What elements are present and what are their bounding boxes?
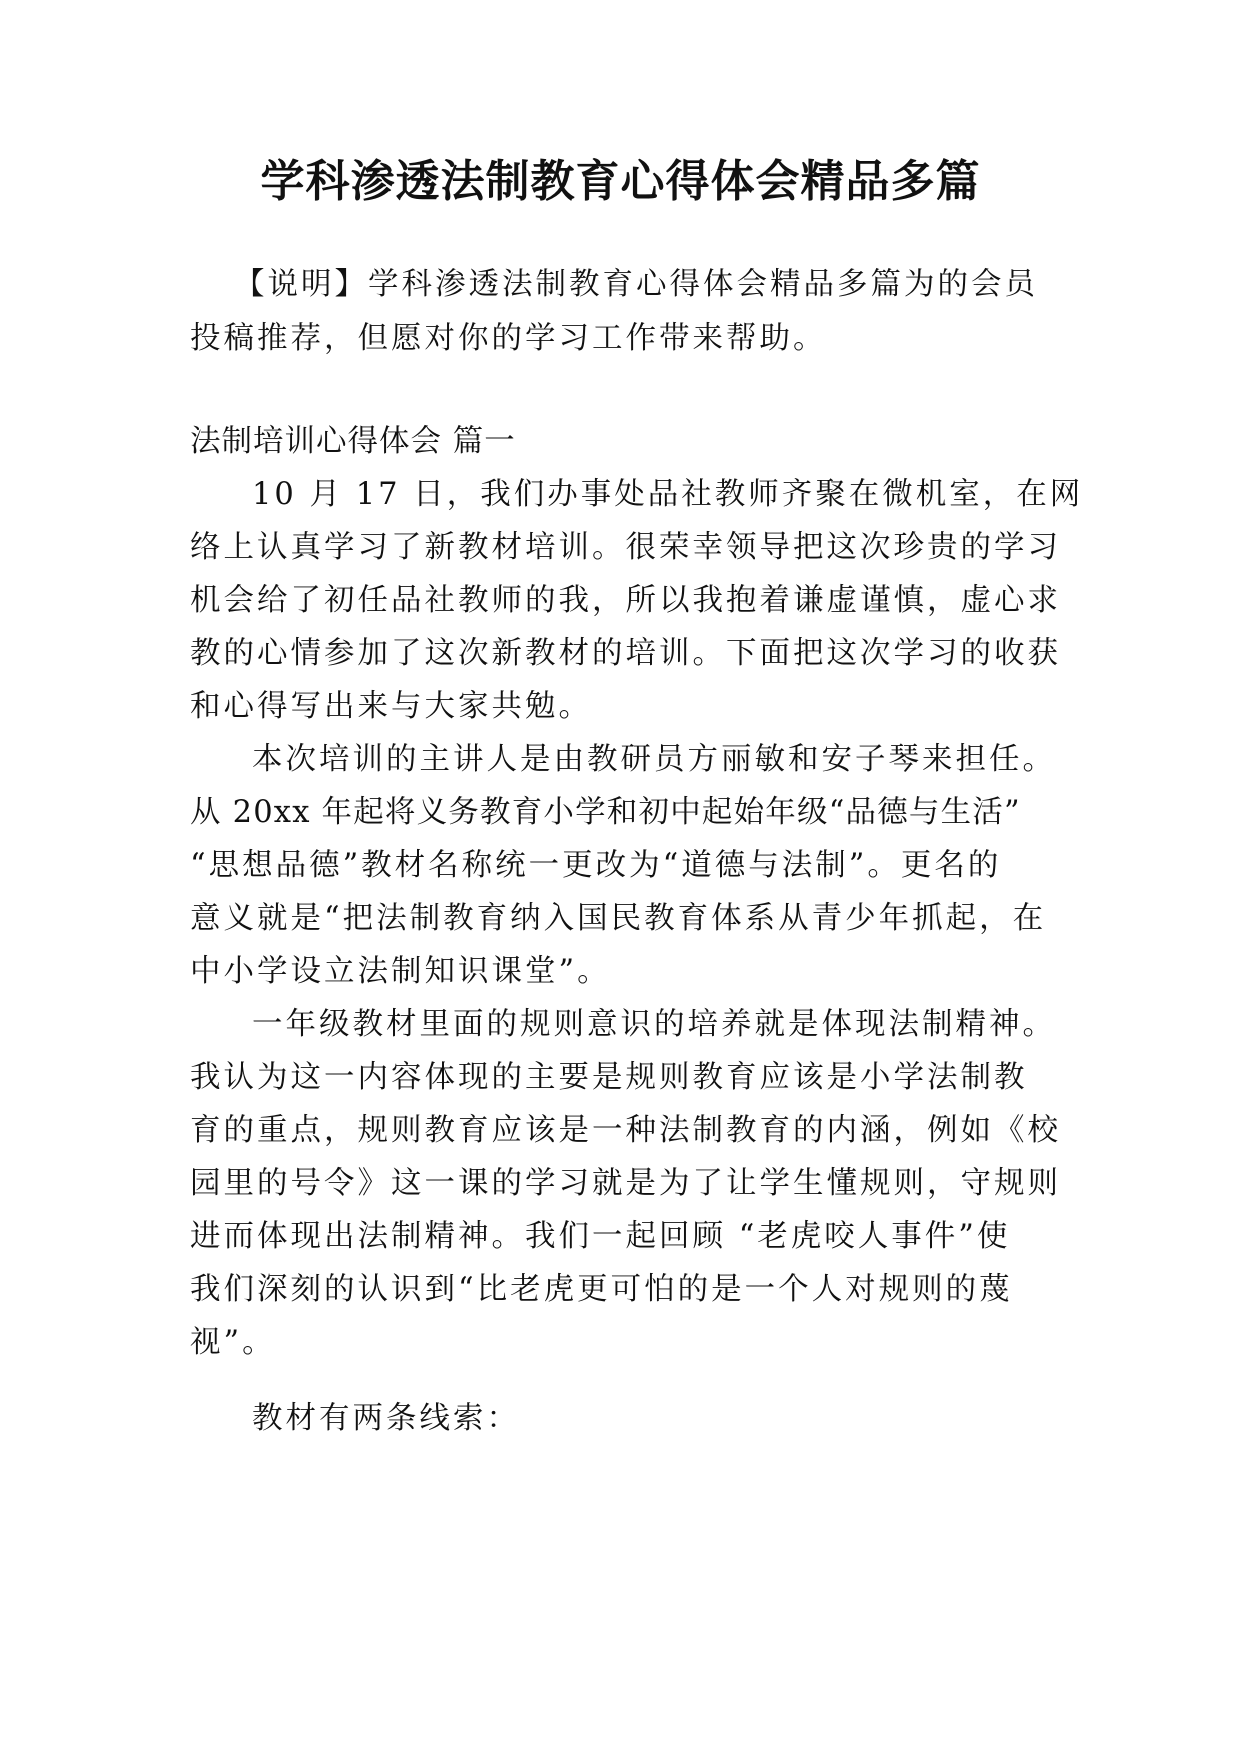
paragraph-2-line-2: 从 20xx 年起将义务教育小学和初中起始年级“品德与生活” [190, 795, 1021, 830]
paragraph-1-line-1: 10 月 17 日，我们办事处品社教师齐聚在微机室，在网 [252, 477, 1084, 512]
paragraph-3-line-3: 育的重点，规则教育应该是一种法制教育的内涵，例如《校 [190, 1113, 1061, 1148]
paragraph-3-line-4: 园里的号令》这一课的学习就是为了让学生懂规则，守规则 [190, 1166, 1061, 1201]
document-title: 学科渗透法制教育心得体会精品多篇 [260, 156, 981, 207]
paragraph-3-line-7: 视”。 [190, 1325, 276, 1360]
paragraph-4-line-1: 教材有两条线索： [252, 1401, 520, 1436]
paragraph-2-line-4: 意义就是“把法制教育纳入国民教育体系从青少年抓起，在 [190, 901, 1047, 936]
section-heading: 法制培训心得体会 篇一 [190, 424, 516, 459]
paragraph-3-line-6: 我们深刻的认识到“比老虎更可怕的是一个人对规则的蔑 [190, 1272, 1013, 1307]
paragraph-2-line-3: “思想品德”教材名称统一更改为“道德与法制”。更名的 [190, 848, 1002, 883]
intro-line-1: 【说明】学科渗透法制教育心得体会精品多篇为的会员 [234, 267, 1038, 302]
paragraph-1-line-4: 教的心情参加了这次新教材的培训。下面把这次学习的收获 [190, 636, 1061, 671]
paragraph-1-line-3: 机会给了初任品社教师的我，所以我抱着谦虚谨慎，虚心求 [190, 583, 1061, 618]
paragraph-3-line-5: 进而体现出法制精神。我们一起回顾 “老虎咬人事件”使 [190, 1219, 1011, 1254]
paragraph-2-line-1: 本次培训的主讲人是由教研员方丽敏和安子琴来担任。 [252, 742, 1056, 777]
intro-line-2: 投稿推荐，但愿对你的学习工作带来帮助。 [190, 321, 827, 356]
paragraph-3-line-1: 一年级教材里面的规则意识的培养就是体现法制精神。 [252, 1007, 1056, 1042]
paragraph-1-line-2: 络上认真学习了新教材培训。很荣幸领导把这次珍贵的学习 [190, 530, 1061, 565]
paragraph-3-line-2: 我认为这一内容体现的主要是规则教育应该是小学法制教 [190, 1060, 1028, 1095]
paragraph-1-line-5: 和心得写出来与大家共勉。 [190, 689, 592, 724]
paragraph-2-line-5: 中小学设立法制知识课堂”。 [190, 954, 611, 989]
